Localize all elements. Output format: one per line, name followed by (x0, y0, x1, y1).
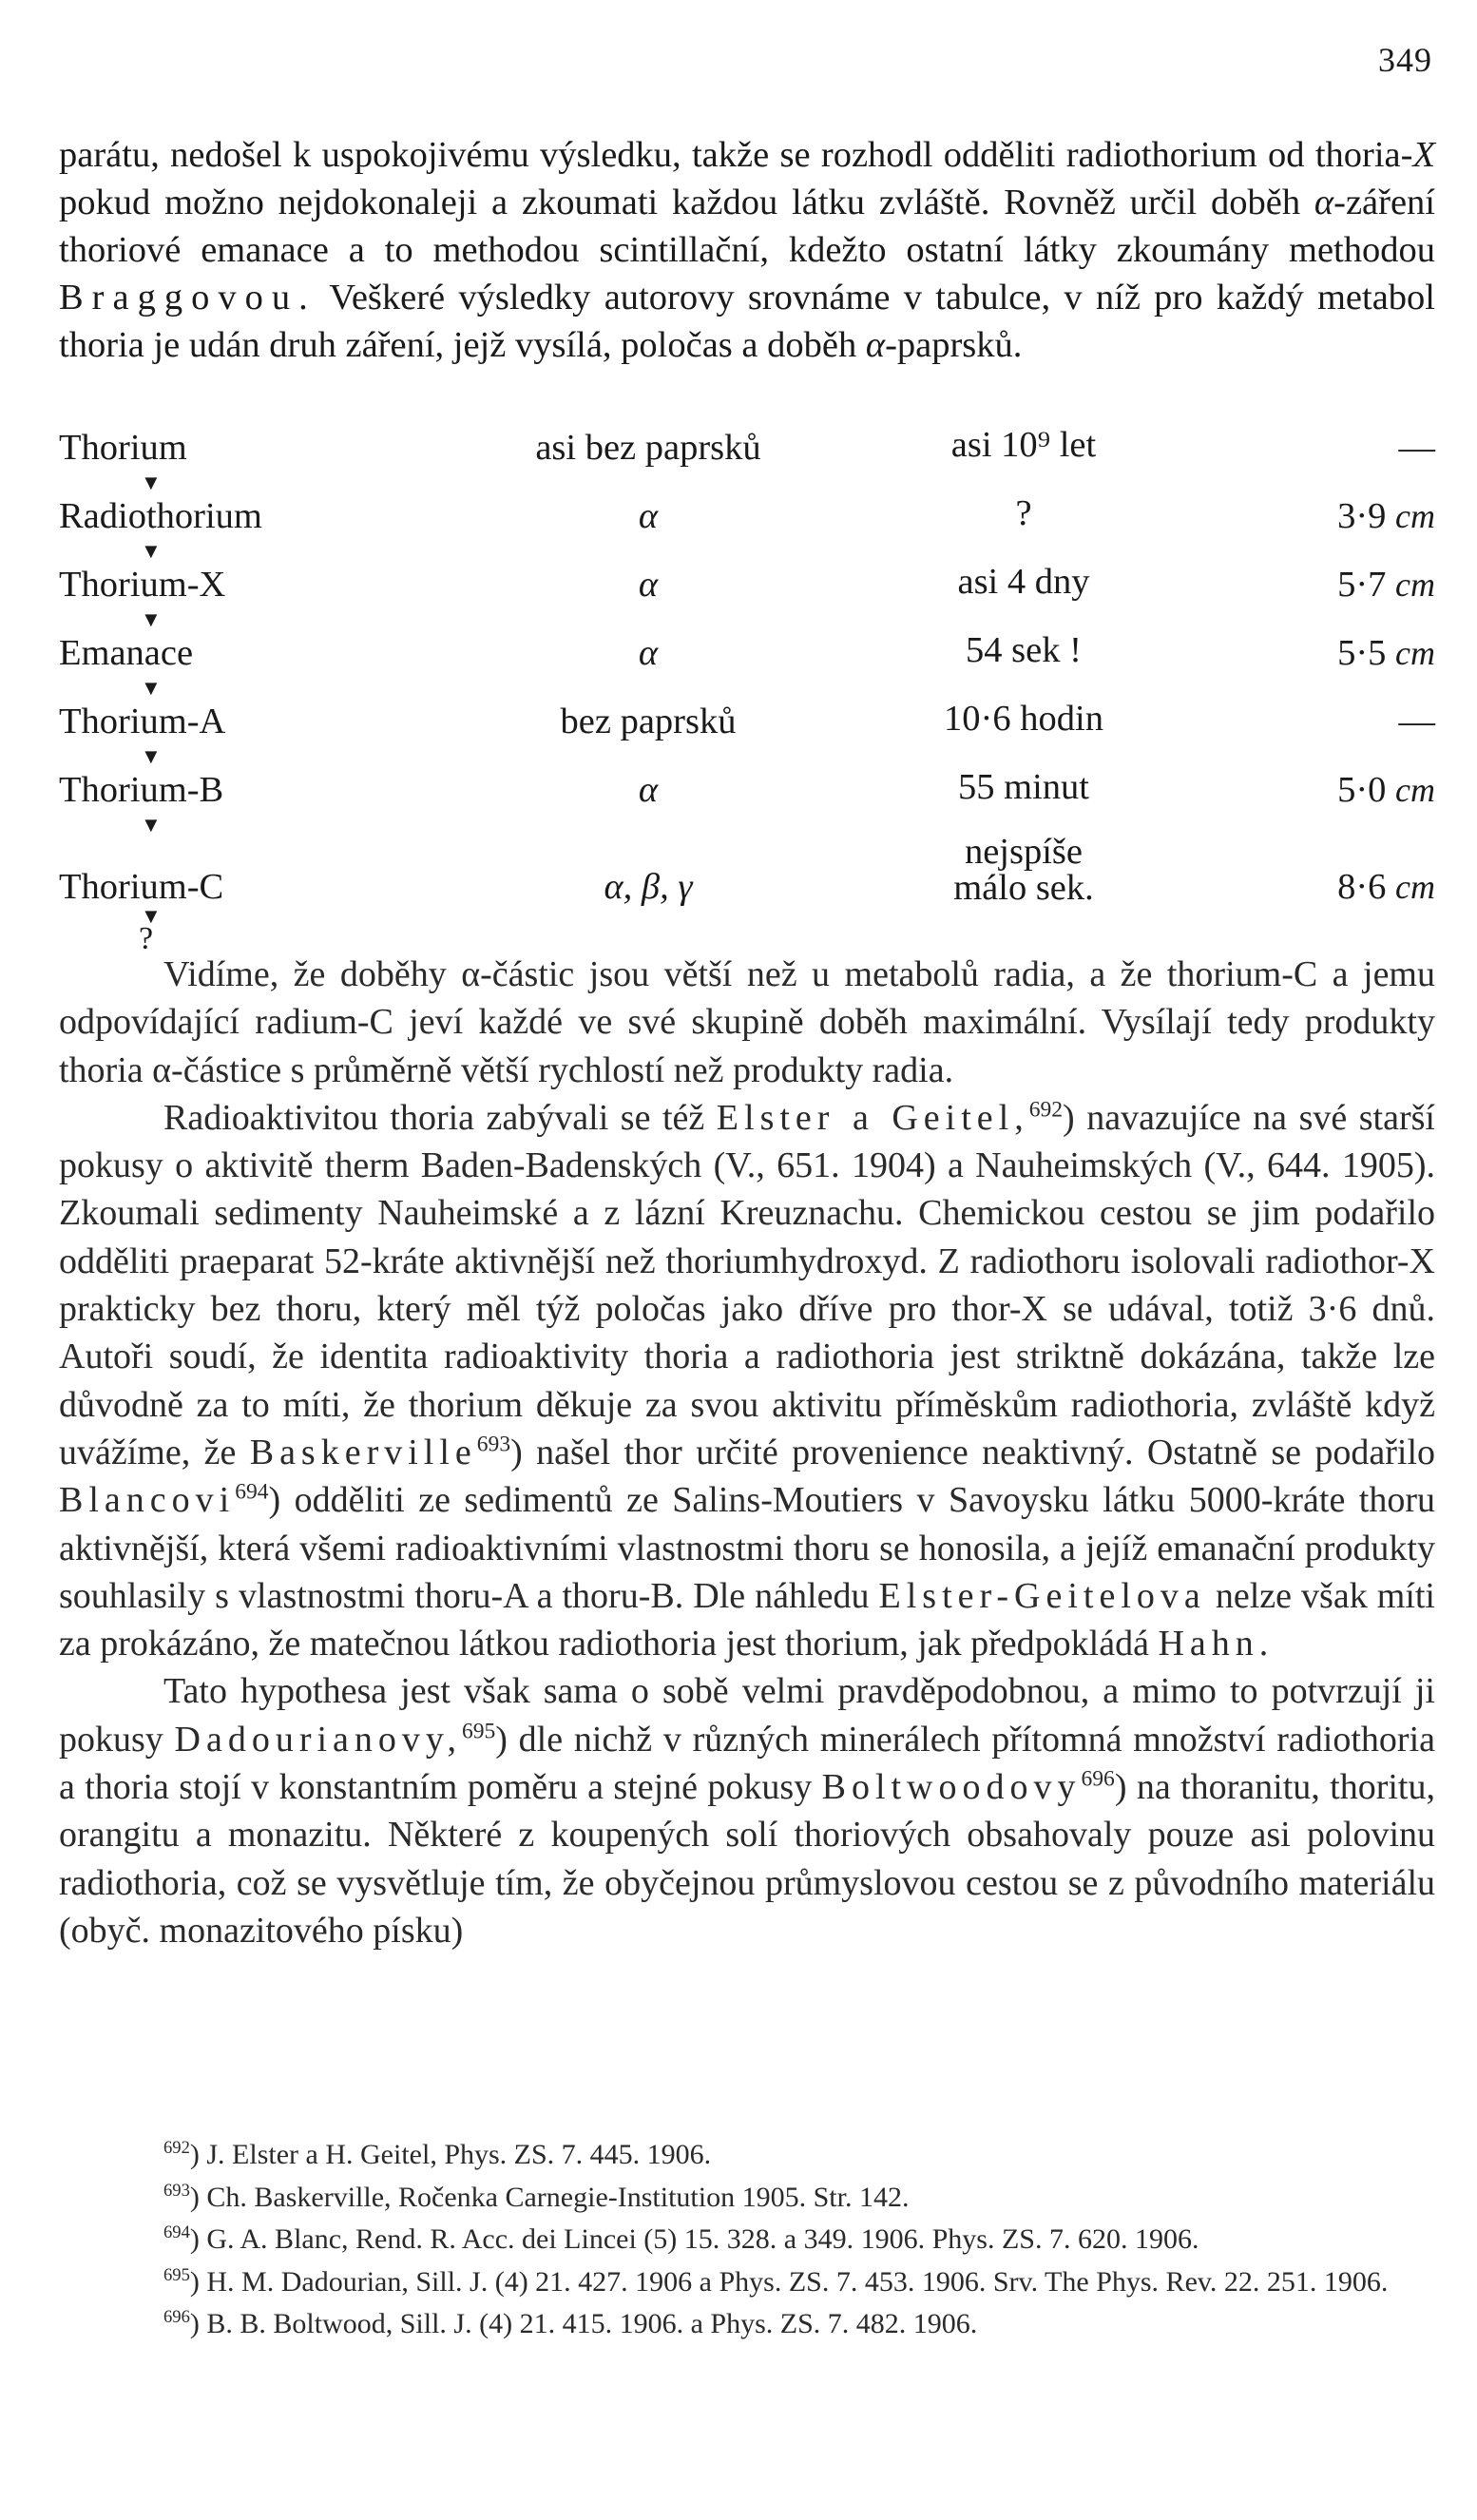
alpha-range: — (1398, 702, 1435, 741)
alpha-range: 5·0 cm (1337, 770, 1435, 810)
metabol-name: Emanace (59, 633, 194, 673)
half-life: 10·6 hodin (944, 699, 1103, 739)
metabol-name: Radiothorium (59, 496, 262, 536)
table-row (59, 423, 1435, 494)
arrow-down-icon: ▼ (141, 744, 162, 768)
table-row (59, 560, 1435, 631)
metabol-name: Thorium-B (59, 770, 224, 810)
arrow-down-icon: ▼ (141, 904, 162, 928)
radiation-type: α (638, 496, 659, 536)
radiation-type: α (638, 565, 659, 605)
footnote: $^{692}$) J. Elster a H. Geitel, Phys. ZS. 7. 445. 1906. (163, 2138, 712, 2170)
alpha-range: 5·7 cm (1337, 565, 1435, 605)
half-life: nejspíše málo sek. (953, 832, 1094, 908)
table-row (59, 491, 1435, 563)
metabol-name: Thorium-C (59, 867, 224, 907)
table-row (59, 628, 1435, 700)
radiation-type: α, β, γ (604, 867, 693, 907)
arrow-down-icon: ▼ (141, 676, 162, 700)
radiation-type: α (638, 633, 659, 673)
alpha-range: 5·5 cm (1337, 633, 1435, 673)
decay-table (59, 423, 1435, 963)
metabol-name: Thorium-A (59, 702, 226, 741)
radiation-type: α (638, 770, 659, 810)
paragraph: Vidíme, že doběhy α-částic jsou větší než u metabolů radia, a že thorium-C a jemu odpovídající radium-C jeví každé ve své skupině doběh maximální. Vysílají tedy produkty thoria α-částice s průměrně větší rychlostí než produkty radia. (59, 954, 1435, 1090)
half-life: ? (1015, 493, 1032, 533)
arrow-down-icon: ▼ (141, 471, 162, 494)
table-row (59, 697, 1435, 768)
arrow-down-icon: ▼ (141, 539, 162, 563)
alpha-range: — (1398, 428, 1435, 468)
radiation-type: bez paprsků (560, 702, 737, 741)
footnote: $^{693}$) Ch. Baskerville, Ročenka Carnegie-Institution 1905. Str. 142. (163, 2180, 910, 2213)
alpha-range: 8·6 cm (1337, 867, 1435, 907)
table-row (59, 765, 1435, 837)
metabol-name: Thorium (59, 428, 187, 468)
alpha-range: 3·9 cm (1337, 496, 1435, 536)
footnote: $^{696}$) B. B. Boltwood, Sill. J. (4) 21. 415. 1906. a Phys. ZS. 7. 482. 1906. (163, 2307, 978, 2339)
footnotes (59, 2134, 1435, 2346)
half-life: asi 10⁹ let (950, 425, 1097, 465)
half-life: 55 minut (958, 767, 1089, 807)
paragraph: Radioaktivitou thoria zabývali se též Elster a Geitel,$^{692}$) navazujíce na své starší pokusy o aktivitě therm Baden-Badenských (V., 651. 1904) a Nauheimských (V., 644. 1905). Zkoumali sedimenty Nauheimské a z lázní Kreuznachu. Chemickou cestou se jim podařilo odděliti praeparat 52-kráte aktivnější než thoriumhydroxyd. Z radiothoru isolovali radiothor-X prakticky bez thoru, který měl týž poločas jako dříve pro thor-X se udával, totiž 3·6 dnů. Autoři soudí, že identita radioaktivity thoria a radiothoria jest striktně dokázána, takže lze důvodně za to míti, že thorium děkuje za svou aktivitu příměskům radiothoria, zvláště když uvážíme, že Baskerville$^{693}$) našel thor určité provenience neaktivný. Ostatně se podařilo Blancovi$^{694}$) odděliti ze sedimentů ze Salins-Moutiers v Savoysku látku 5000-kráte thoru aktivnější, která všemi radioaktivními vlastnostmi thoru se honosila, a jejíž emanační produkty souhlasily s vlastnostmi thoru-A a thoru-B. Dle náhledu Elster-Geitelova nelze však míti za prokázáno, že matečnou látkou radiothoria jest thorium, jak předpokládá Hahn. (59, 1097, 1435, 1664)
page-number: 349 (1378, 41, 1432, 79)
metabol-name: Thorium-X (59, 565, 226, 605)
unknown-product: ? (139, 921, 154, 956)
arrow-down-icon: ▼ (141, 813, 162, 837)
intro-paragraph: parátu, nedošel k uspokojivému výsledku, takže se rozhodl odděliti radiothorium od thoria-X pokud možno nejdokonaleji a zkoumati každou látku zvláště. Rovněž určil doběh α-záření thoriové emanace a to methodou scintillační, kdežto ostatní látky zkoumány methodou Braggovou. Veškeré výsledky autorovy srovnáme v tabulce, v níž pro každý metabol thoria je udán druh záření, jejž vysílá, poločas a doběh α-paprsků. (59, 135, 1435, 365)
half-life: asi 4 dny (957, 562, 1090, 602)
body-text (59, 951, 1435, 1954)
footnote: $^{695}$) H. M. Dadourian, Sill. J. (4) 21. 427. 1906 a Phys. ZS. 7. 453. 1906. Srv. The Phys. Rev. 22. 251. 1906. (163, 2264, 1389, 2298)
paragraph: Tato hypothesa jest však sama o sobě velmi pravděpodobnou, a mimo to potvrzují ji pokusy Dadourianovy,$^{695}$) dle nichž v různých minerálech přítomná množství radiothoria a thoria stojí v konstantním poměru a stejné pokusy Boltwoodovy$^{696}$) na thoranitu, thoritu, orangitu a monazitu. Některé z koupených solí thoriových obsahovaly pouze asi polovinu radiothoria, což se vysvětluje tím, že obyčejnou průmyslovou cestou se z původního materiálu (obyč. monazitového písku) (59, 1671, 1435, 1951)
radiation-type: asi bez paprsků (535, 428, 761, 468)
arrow-down-icon: ▼ (141, 607, 162, 631)
table-row (59, 832, 1435, 928)
half-life: 54 sek ! (966, 630, 1082, 670)
footnote: $^{694}$) G. A. Blanc, Rend. R. Acc. dei Lincei (5) 15. 328. a 349. 1906. Phys. ZS. 7. 620. 1906. (163, 2222, 1199, 2255)
